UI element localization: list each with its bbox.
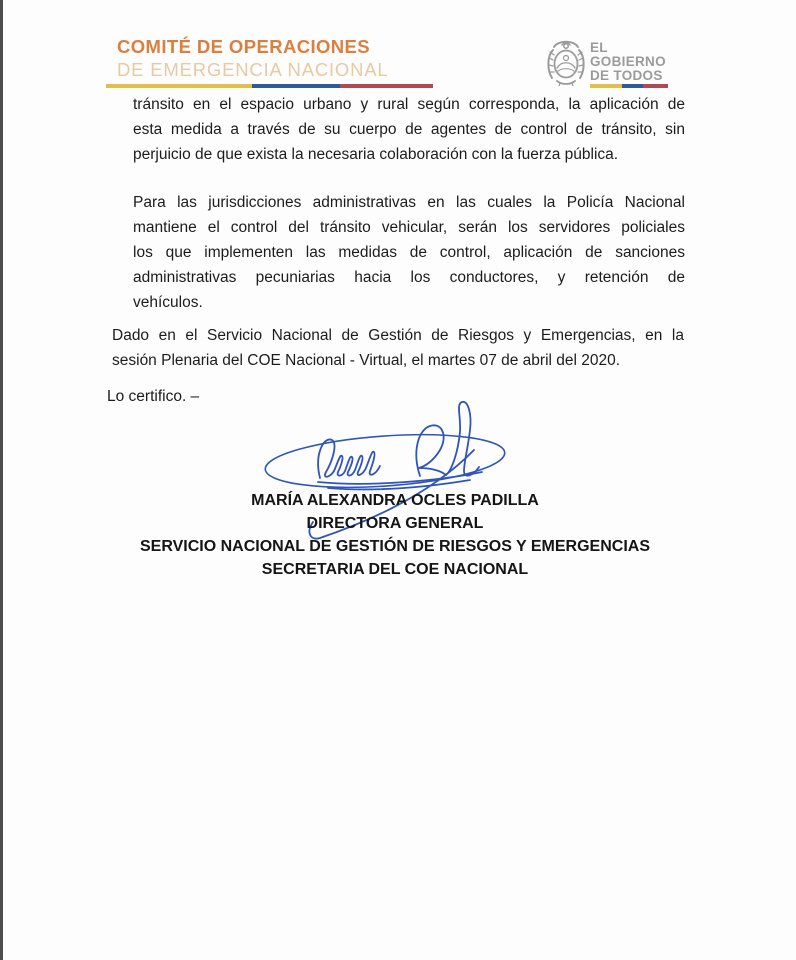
document-text-line: mantiene el control del tránsito vehicular, serán los servidores policiales [133,219,685,236]
document-text-line: Para las jurisdicciones administrativas en las cuales la Policía Nacional [133,194,685,211]
document-text-line: sesión Plenaria del COE Nacional - Virtual, el martes 07 de abril del 2020. [112,352,621,369]
government-logo-text [590,41,666,83]
flag-red-segment [340,84,433,88]
flag-blue-segment [252,84,340,88]
document-text-line: Dado en el Servicio Nacional de Gestión de Riesgos y Emergencias, en la [112,327,684,344]
flag-blue-segment [622,84,643,88]
document-text-line: administrativas pecuniarias hacia los conductores, y retención de [133,269,685,286]
signatory-name: MARÍA ALEXANDRA OCLES PADILLA [251,492,539,509]
signatory-organization: SERVICIO NACIONAL DE GESTIÓN DE RIESGOS Y EMERGENCIAS [139,538,651,555]
logo-line-gobierno: GOBIERNO [590,54,666,69]
document-text-line: tránsito en el espacio urbano y rural según corresponda, la aplicación de [133,96,685,113]
signatory-title: DIRECTORA GENERAL [306,515,484,532]
scan-edge-line [0,0,3,960]
logo-line-de-todos: DE TODOS [590,68,663,83]
paragraph-transit-control [133,92,685,167]
signatory-role: SECRETARIA DEL COE NACIONAL [261,561,529,578]
signatory-block [135,489,655,581]
document-text-line: esta medida a través de su cuerpo de agentes de control de tránsito, sin [133,121,685,138]
committee-title: COMITÉ DE OPERACIONES [117,36,371,57]
flag-yellow-segment [106,84,252,88]
ecuador-coat-of-arms-icon [544,38,588,86]
document-text-line: perjuicio de que exista la necesaria colaboración con la fuerza pública. [133,146,619,163]
paragraph-dado-en [112,323,684,373]
document-text-line: los que implementen las medidas de control, aplicación de sanciones [133,244,685,261]
certification-line: Lo certifico. – [107,388,200,405]
flag-red-segment [643,84,668,88]
logo-line-el: EL [590,40,608,55]
logo-flag-bar [590,84,668,88]
paragraph-police-jurisdictions [133,190,685,315]
flag-yellow-segment [590,84,622,88]
committee-subtitle: DE EMERGENCIA NACIONAL [117,59,389,80]
document-text-line: vehículos. [133,294,203,311]
ecuador-flag-bar [106,84,433,88]
